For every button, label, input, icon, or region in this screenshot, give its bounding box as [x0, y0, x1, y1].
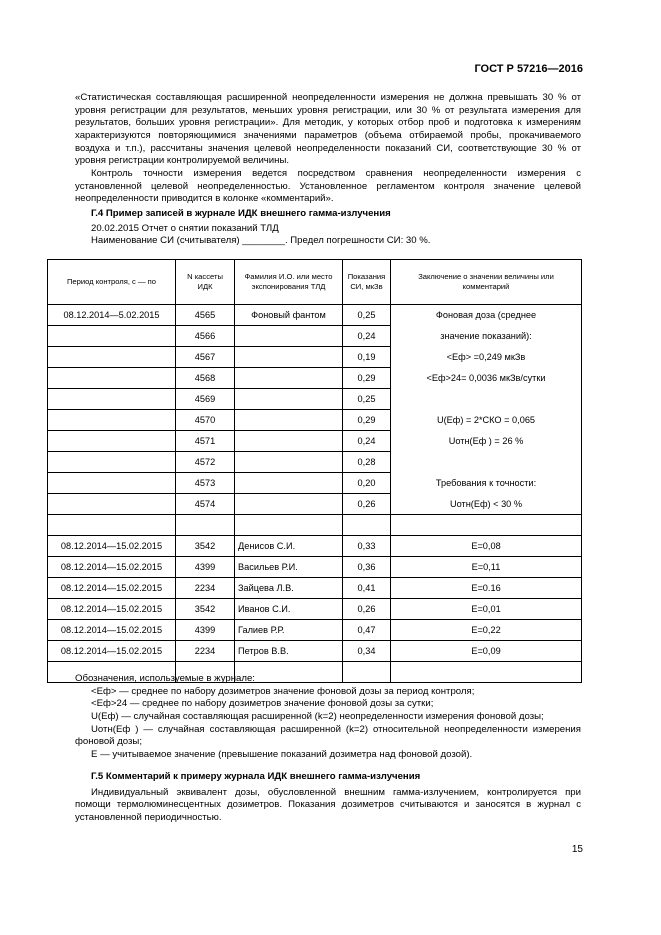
cell-cassette: 4399: [176, 620, 235, 641]
section-g4-heading: Г.4 Пример записей в журнале ИДК внешнего гамма-излучения: [91, 208, 391, 219]
cell-name: Денисов С.И.: [235, 536, 343, 557]
table-row: [48, 431, 582, 452]
cell-reading: 0,33: [343, 536, 391, 557]
header-cassette: N кассеты ИДК: [176, 260, 235, 305]
section-g5-heading: Г.5 Комментарий к примеру журнала ИДК внешнего гамма-излучения: [91, 771, 421, 782]
cell-period: [48, 368, 176, 389]
table-row: [48, 578, 582, 599]
cell-name: [235, 389, 343, 410]
cell-period: [48, 473, 176, 494]
section-g5-paragraph: Индивидуальный эквивалент дозы, обусловленной внешним гамма-излучением, контролируется при помощи термолюминесцентных дозиметров. Показания дозиметров считываются и заносятся в журнал с установленной периодичностью.: [75, 786, 581, 823]
cell-cassette: 4571: [176, 431, 235, 452]
cell-reading: 0,20: [343, 473, 391, 494]
cell-cassette: 4573: [176, 473, 235, 494]
legend-item: <Eф> — среднее по набору дозиметров значение фоновой дозы за период контроля;: [91, 685, 475, 697]
cell-cassette: 4572: [176, 452, 235, 473]
cell-cassette: 4574: [176, 494, 235, 515]
instrument-line: Наименование СИ (считывателя) ________. Предел погрешности СИ: 30 %.: [91, 235, 431, 247]
table-row: [48, 599, 582, 620]
table-header-row: [48, 260, 582, 305]
cell-cassette: 2234: [176, 641, 235, 662]
table-row-empty: [48, 515, 582, 536]
section-g4: [75, 208, 581, 248]
cell-period: 08.12.2014—15.02.2015: [48, 557, 176, 578]
table-row: [48, 389, 582, 410]
cell-comment: U(Eф) = 2*СКО = 0,065: [391, 410, 582, 431]
cell-cassette: 4567: [176, 347, 235, 368]
cell-comment: Uотн(Eф) < 30 %: [391, 494, 582, 515]
cell-period: [48, 410, 176, 431]
cell-name: [235, 494, 343, 515]
cell-name: [235, 410, 343, 431]
table-row: [48, 620, 582, 641]
cell-comment: Фоновая доза (среднее: [391, 305, 582, 326]
cell-cassette: 3542: [176, 599, 235, 620]
cell-period: 08.12.2014—15.02.2015: [48, 578, 176, 599]
journal-table: [47, 259, 582, 683]
table-row: [48, 452, 582, 473]
cell-name: [235, 347, 343, 368]
journal-table-wrapper: [47, 259, 582, 683]
intro-section: [75, 92, 581, 206]
cell-name: [235, 452, 343, 473]
cell-period: [48, 452, 176, 473]
cell-name: [235, 326, 343, 347]
cell-name: Васильев Р.И.: [235, 557, 343, 578]
cell-reading: 0,34: [343, 641, 391, 662]
intro-paragraph-2: Контроль точности измерения ведется посредством сравнения неопределенности измерения с установленной целевой неопределенностью. Установленное регламентом контроля значение целевой неопределенности приводится в колонке «комментарий».: [75, 167, 581, 205]
cell-empty: [48, 515, 176, 536]
page-number: 15: [571, 844, 583, 855]
cell-comment: <Eф> =0,249 мкЗв: [391, 347, 582, 368]
cell-name: [235, 368, 343, 389]
cell-name: Иванов С.И.: [235, 599, 343, 620]
legend-section: [75, 673, 581, 762]
cell-period: [48, 431, 176, 452]
table-row: [48, 347, 582, 368]
cell-name: Петров В.В.: [235, 641, 343, 662]
table-row: [48, 326, 582, 347]
cell-reading: 0,29: [343, 410, 391, 431]
cell-reading: 0,41: [343, 578, 391, 599]
legend-title: Обозначения, используемые в журнале:: [75, 673, 255, 684]
cell-comment: E=0,22: [391, 620, 582, 641]
table-row: [48, 494, 582, 515]
cell-period: 08.12.2014—15.02.2015: [48, 599, 176, 620]
cell-comment: Требования к точности:: [391, 473, 582, 494]
legend-item: U(Eф) — случайная составляющая расширенной (k=2) неопределенности измерения фоновой дозы;: [91, 710, 544, 722]
cell-reading: 0,26: [343, 599, 391, 620]
cell-cassette: 4568: [176, 368, 235, 389]
cell-name: [235, 473, 343, 494]
cell-period: 08.12.2014—15.02.2015: [48, 641, 176, 662]
cell-period: 08.12.2014—5.02.2015: [48, 305, 176, 326]
cell-comment: <Eф>24= 0,0036 мкЗв/сутки: [391, 368, 582, 389]
legend-item: Uотн(Eф ) — случайная составляющая расширенной (k=2) относительной неопределенности измерения фоновой дозы;: [75, 723, 581, 748]
document-number: ГОСТ Р 57216—2016: [474, 63, 583, 75]
table-row: [48, 641, 582, 662]
header-reading: Показания СИ, мкЗв: [343, 260, 391, 305]
cell-period: [48, 494, 176, 515]
cell-comment: значение показаний):: [391, 326, 582, 347]
cell-empty: [343, 515, 391, 536]
section-g5: [75, 771, 581, 825]
cell-cassette: 4566: [176, 326, 235, 347]
cell-name: Фоновый фантом: [235, 305, 343, 326]
cell-period: 08.12.2014—15.02.2015: [48, 536, 176, 557]
table-row: [48, 368, 582, 389]
cell-comment: [391, 452, 582, 473]
cell-comment: E=0,08: [391, 536, 582, 557]
table-row: [48, 473, 582, 494]
cell-comment: Uотн(Eф ) = 26 %: [391, 431, 582, 452]
cell-reading: 0,25: [343, 389, 391, 410]
cell-reading: 0,25: [343, 305, 391, 326]
cell-cassette: 4565: [176, 305, 235, 326]
legend-item: <Eф>24 — среднее по набору дозиметров значение фоновой дозы за сутки;: [91, 698, 434, 710]
intro-paragraph-1: «Статистическая составляющая расширенной неопределенности измерения не должна превышать 30 % от уровня регистрации для результатов, меньших уровня регистрации, или 30 % от результата измерения для результатов, больших уровня регистрации». Для методик, у которых отбор проб и подготовка к измерениям характеризуются повторяющимися значениями параметров (объема отбираемой пробы, прокачиваемого воздуха и т.п.), рассчитаны значения целевой неопределенности показаний СИ, соответствующие 30 % от уровня регистрации контролируемой величины.: [75, 92, 581, 167]
cell-comment: E=0,01: [391, 599, 582, 620]
cell-cassette: 4569: [176, 389, 235, 410]
cell-reading: 0,26: [343, 494, 391, 515]
table-row: [48, 557, 582, 578]
report-line: 20.02.2015 Отчет о снятии показаний ТЛД: [91, 222, 279, 234]
cell-empty: [235, 515, 343, 536]
header-period: Период контроля, с — по: [48, 260, 176, 305]
cell-comment: [391, 389, 582, 410]
cell-cassette: 2234: [176, 578, 235, 599]
cell-cassette: 3542: [176, 536, 235, 557]
table-row: [48, 536, 582, 557]
cell-period: [48, 326, 176, 347]
cell-reading: 0,19: [343, 347, 391, 368]
table-row: [48, 410, 582, 431]
cell-period: [48, 347, 176, 368]
cell-reading: 0,47: [343, 620, 391, 641]
cell-reading: 0,28: [343, 452, 391, 473]
cell-comment: E=0,11: [391, 557, 582, 578]
cell-reading: 0,36: [343, 557, 391, 578]
header-name: Фамилия И.О. или место экспонирования ТЛД: [235, 260, 343, 305]
header-comment: Заключение о значении величины или комментарий: [391, 260, 582, 305]
cell-comment: E=0,09: [391, 641, 582, 662]
cell-empty: [176, 515, 235, 536]
table-row: [48, 305, 582, 326]
cell-cassette: 4570: [176, 410, 235, 431]
cell-period: 08.12.2014—15.02.2015: [48, 620, 176, 641]
cell-name: [235, 431, 343, 452]
cell-comment: E=0.16: [391, 578, 582, 599]
cell-reading: 0,24: [343, 431, 391, 452]
cell-reading: 0,29: [343, 368, 391, 389]
cell-reading: 0,24: [343, 326, 391, 347]
cell-empty: [391, 515, 582, 536]
cell-period: [48, 389, 176, 410]
cell-name: Зайцева Л.В.: [235, 578, 343, 599]
legend-item: E — учитываемое значение (превышение показаний дозиметра над фоновой дозой).: [91, 748, 473, 760]
cell-name: Галиев Р.Р.: [235, 620, 343, 641]
cell-cassette: 4399: [176, 557, 235, 578]
